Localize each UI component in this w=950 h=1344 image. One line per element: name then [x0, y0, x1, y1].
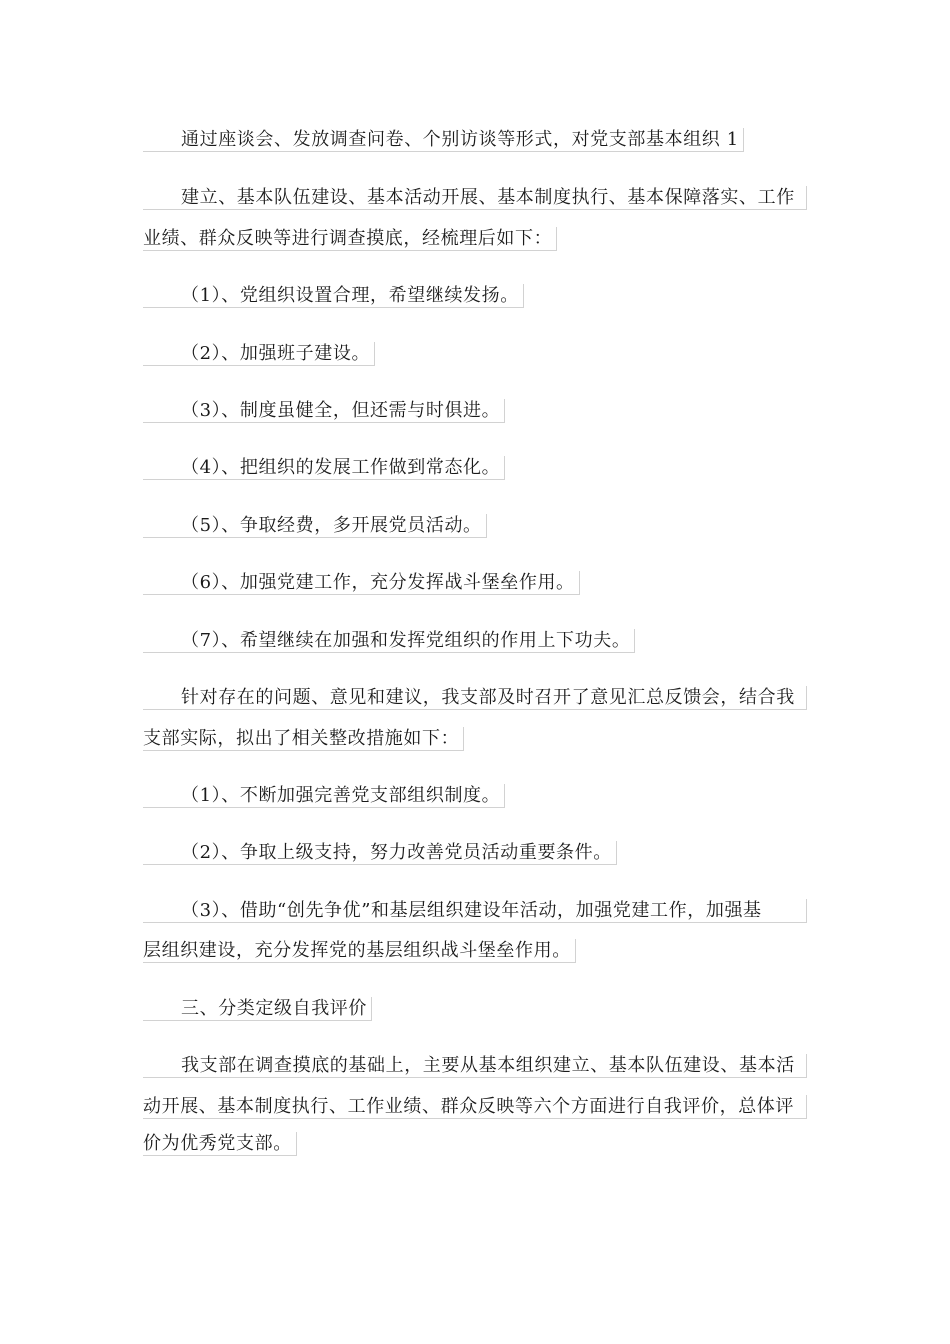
list-item-2: （2）、加强班子建设。 — [143, 342, 375, 366]
list-item-4: （4）、把组织的发展工作做到常态化。 — [143, 456, 505, 480]
paragraph-15-line-2: 动开展、基本制度执行、工作业绩、群众反映等六个方面进行自我评价，总体评 — [143, 1095, 807, 1119]
paragraph-2-line-1: 建立、基本队伍建设、基本活动开展、基本制度执行、基本保障落实、工作 — [143, 186, 807, 210]
paragraph-10-line-2: 支部实际，拟出了相关整改措施如下： — [143, 727, 464, 751]
measure-item-3-line-1: （3）、借助“创先争优”和基层组织建设年活动，加强党建工作，加强基 — [143, 899, 807, 923]
list-item-5: （5）、争取经费，多开展党员活动。 — [143, 514, 487, 538]
paragraph-10-line-1: 针对存在的问题、意见和建议，我支部及时召开了意见汇总反馈会，结合我 — [143, 686, 807, 710]
list-item-7: （7）、希望继续在加强和发挥党组织的作用上下功夫。 — [143, 629, 635, 653]
paragraph-1-line-1: 通过座谈会、发放调查问卷、个别访谈等形式，对党支部基本组织 1 — [143, 128, 744, 152]
list-item-3: （3）、制度虽健全，但还需与时俱进。 — [143, 399, 505, 423]
paragraph-2-line-2: 业绩、群众反映等进行调查摸底，经梳理后如下： — [143, 227, 557, 251]
list-item-1: （1）、党组织设置合理，希望继续发扬。 — [143, 284, 524, 308]
measure-item-3-line-2: 层组织建设，充分发挥党的基层组织战斗堡垒作用。 — [143, 939, 576, 963]
section-heading-3: 三、分类定级自我评价 — [143, 997, 372, 1021]
measure-item-2: （2）、争取上级支持，努力改善党员活动重要条件。 — [143, 841, 617, 865]
list-item-6: （6）、加强党建工作，充分发挥战斗堡垒作用。 — [143, 571, 580, 595]
measure-item-1: （1）、不断加强完善党支部组织制度。 — [143, 784, 505, 808]
paragraph-15-line-1: 我支部在调查摸底的基础上，主要从基本组织建立、基本队伍建设、基本活 — [143, 1054, 807, 1078]
paragraph-15-line-3: 价为优秀党支部。 — [143, 1132, 297, 1156]
